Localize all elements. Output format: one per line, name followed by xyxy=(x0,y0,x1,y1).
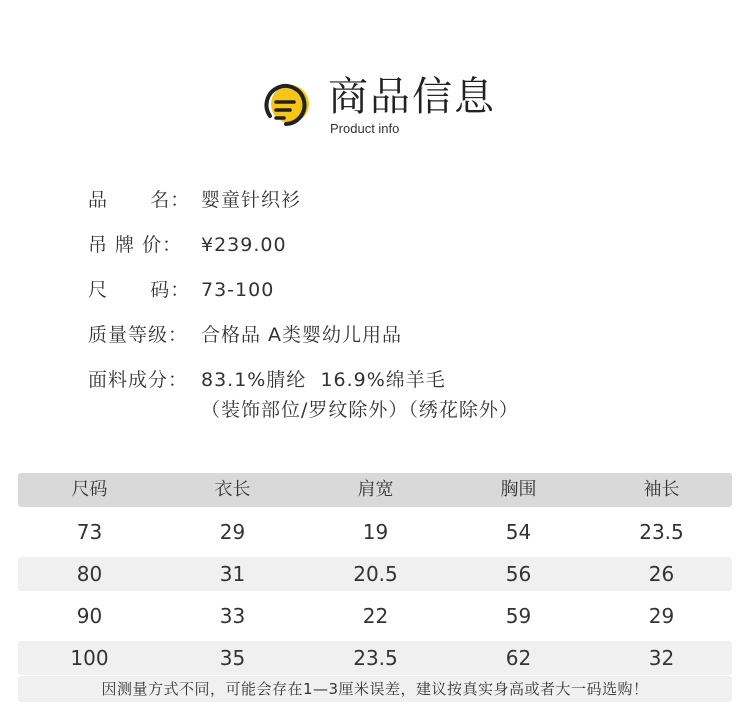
table-cell: 56 xyxy=(505,562,532,586)
info-value: ¥239.00 xyxy=(201,234,287,256)
table-cell: 19 xyxy=(362,520,389,544)
table-header-cell: 尺码 xyxy=(71,479,108,500)
info-row-size xyxy=(88,274,728,319)
table-cell: 23.5 xyxy=(639,520,684,544)
table-header-cell: 衣长 xyxy=(214,479,251,500)
info-value-note: （装饰部位/罗纹除外）（绣花除外） xyxy=(201,399,519,421)
section-title: 商品信息 xyxy=(328,74,496,120)
section-header xyxy=(0,0,750,160)
table-header-row xyxy=(18,473,732,507)
measurement-note: 因测量方式不同，可能会存在1—3厘米误差，建议按真实身高或者大一码选购！ xyxy=(18,676,732,702)
table-row xyxy=(18,599,732,633)
table-cell: 29 xyxy=(219,520,246,544)
table-header-cell: 肩宽 xyxy=(357,479,394,500)
section-subtitle: Product info xyxy=(330,121,400,136)
table-row xyxy=(18,557,732,591)
table-cell: 35 xyxy=(219,646,246,670)
table-cell: 26 xyxy=(648,562,675,586)
info-label: 质量等级： xyxy=(88,324,189,346)
table-cell: 32 xyxy=(648,646,675,670)
table-cell: 100 xyxy=(70,646,109,670)
table-cell: 22 xyxy=(362,604,389,628)
info-label: 吊 牌 价： xyxy=(88,234,183,256)
table-header-cell: 胸围 xyxy=(500,479,537,500)
table-cell: 54 xyxy=(505,520,532,544)
table-cell: 80 xyxy=(76,562,103,586)
info-label: 面料成分： xyxy=(88,369,189,391)
table-row xyxy=(18,515,732,549)
info-row-grade xyxy=(88,319,728,364)
info-row-material xyxy=(88,364,728,421)
info-row-name xyxy=(88,184,728,229)
info-value: 合格品 A类婴幼儿用品 xyxy=(201,324,403,346)
table-cell: 62 xyxy=(505,646,532,670)
info-value: 73-100 xyxy=(201,279,275,301)
list-icon xyxy=(262,80,314,132)
table-cell: 29 xyxy=(648,604,675,628)
product-info-list xyxy=(88,184,728,421)
table-cell: 23.5 xyxy=(353,646,398,670)
info-row-price xyxy=(88,229,728,274)
info-value: 83.1%腈纶 16.9%绵羊毛 xyxy=(201,369,446,391)
table-cell: 20.5 xyxy=(353,562,398,586)
table-cell: 33 xyxy=(219,604,246,628)
info-label: 尺 码： xyxy=(88,279,191,301)
info-label: 品 名： xyxy=(88,189,191,211)
table-header-cell: 袖长 xyxy=(643,479,680,500)
table-row xyxy=(18,641,732,675)
table-cell: 31 xyxy=(219,562,246,586)
table-cell: 90 xyxy=(76,604,103,628)
table-cell: 73 xyxy=(76,520,103,544)
size-table xyxy=(18,473,732,675)
info-value: 婴童针织衫 xyxy=(201,189,302,211)
table-cell: 59 xyxy=(505,604,532,628)
